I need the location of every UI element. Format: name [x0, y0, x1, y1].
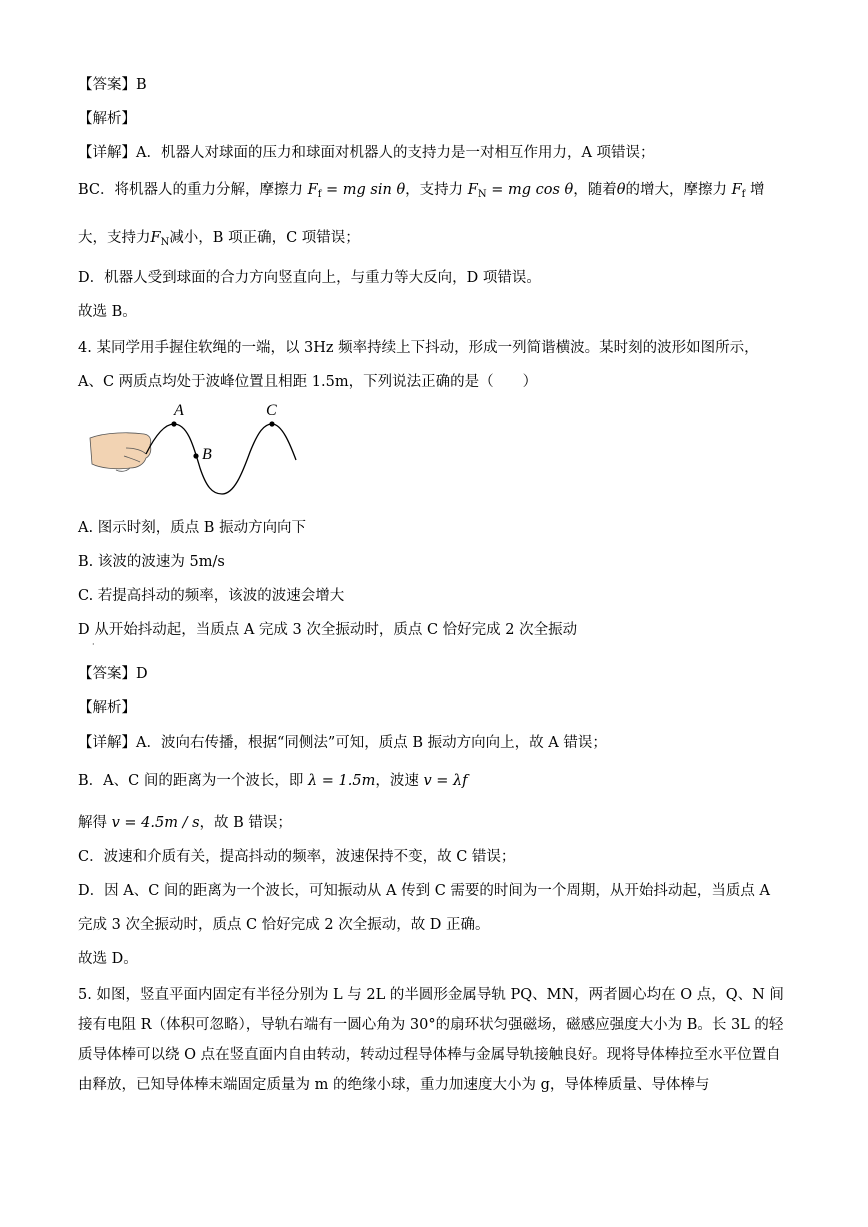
point-a-label: A — [174, 402, 184, 419]
q4-detail-b-mid: ，波速 — [375, 773, 419, 789]
q5-stem: 5. 如图，竖直平面内固定有半径分别为 L 与 2L 的半圆形金属导轨 PQ、MN，两者圆心均在 O 点，Q、N 间接有电阻 R（体积可忽略），导轨右端有一圆心角为 30°的扇环状匀强磁场，磁感应强度大小为 B。长 3L 的轻质导体棒可以绕 O 点在竖直面内自由转动，转动过程导体棒与金属导轨接触良好。现将导体棒拉至水平位置自由释放，已知导体棒末端固定质量为 m 的绝缘小球，重力加速度大小为 g，导体棒质量、导体棒与 — [78, 987, 784, 1093]
q3-choose: 故选 B。 — [78, 304, 137, 320]
q4-answer: 【答案】D — [78, 666, 148, 682]
q3-analysis-heading: 【解析】 — [78, 111, 136, 127]
q3-detail-bc-line2 — [78, 228, 794, 253]
point-a-dot — [171, 421, 176, 426]
q4-detail-b — [78, 771, 794, 791]
q3-detail-bc-line1 — [78, 180, 794, 205]
q4-detail-a: 【详解】A．波向右传播，根据“同侧法”可知，质点 B 振动方向向上，故 A 错误； — [78, 735, 607, 751]
q3-bc-mid: ，支持力 — [405, 182, 464, 198]
q4-stem-line1: 4. 某同学用手握住软绳的一端，以 3Hz 频率持续上下抖动，形成一列简谐横波。某时刻的波形如图所示， — [78, 340, 759, 356]
point-b-label: B — [202, 446, 212, 463]
q4-stem-line2: A、C 两质点均处于波峰位置且相距 1.5m，下列说法正确的是（ ） — [78, 374, 538, 390]
wave-figure — [86, 398, 306, 502]
wave-curve — [146, 424, 296, 494]
q4-detail-b-prefix: B．A、C 间的距离为一个波长，即 — [78, 773, 304, 789]
q3-answer: 【答案】B — [78, 77, 147, 93]
option-d-dot: · — [92, 640, 95, 649]
q4-choose: 故选 D。 — [78, 951, 138, 967]
friction-symbol-2: $F_f$ — [731, 182, 746, 200]
wave-speed-formula: v = λf — [423, 773, 468, 789]
q3-bc-increase: 增 — [749, 182, 765, 198]
q4-detail-b2 — [78, 813, 794, 833]
friction-symbol: $F_f$ — [307, 182, 322, 200]
normal-force-symbol: $F_N$ — [467, 182, 487, 200]
q3-bc-prefix: BC．将机器人的重力分解，摩擦力 — [78, 182, 304, 198]
q3-detail-a: 【详解】A．机器人对球面的压力和球面对机器人的支持力是一对相互作用力，A 项错误； — [78, 145, 655, 161]
q4-option-d: D 从开始抖动起，当质点 A 完成 3 次全振动时，质点 C 恰好完成 2 次全振动 — [78, 622, 578, 638]
normal-force-equation: = mg cos θ — [491, 182, 574, 198]
q4-option-c: C. 若提高抖动的频率，该波的波速会增大 — [78, 588, 345, 604]
q4-analysis-heading: 【解析】 — [78, 700, 136, 716]
normal-force-symbol-2: $F_N$ — [150, 230, 170, 248]
wave-diagram — [86, 398, 306, 502]
q3-bc-line2-start: 大，支持力 — [78, 230, 151, 246]
q4-option-a: A. 图示时刻，质点 B 振动方向向下 — [78, 520, 307, 536]
wavelength-equation: λ = 1.5m — [307, 773, 376, 789]
friction-equation: = mg sin θ — [326, 182, 406, 198]
point-c-dot — [269, 421, 274, 426]
q3-bc-line2-end: 减小，B 项正确，C 项错误； — [169, 230, 360, 246]
q4-detail-c: C．波速和介质有关，提高抖动的频率，波速保持不变，故 C 错误； — [78, 849, 516, 865]
q3-bc-mid2: ，随着 — [573, 182, 617, 198]
q4-detail-d-line1: D．因 A、C 间的距离为一个波长，可知振动从 A 传到 C 需要的时间为一个周期，从开始抖动起，当质点 A — [78, 883, 770, 899]
q4-option-b: B. 该波的波速为 5m/s — [78, 554, 225, 570]
q4-detail-d-line2: 完成 3 次全振动时，质点 C 恰好完成 2 次全振动，故 D 正确。 — [78, 917, 490, 933]
q4-detail-b2-prefix: 解得 — [78, 815, 107, 831]
q4-detail-b2-tail: ，故 B 错误； — [199, 815, 292, 831]
wave-speed-result: v = 4.5m / s — [111, 815, 200, 831]
q3-detail-d: D．机器人受到球面的合力方向竖直向上，与重力等大反向，D 项错误。 — [78, 270, 541, 286]
q3-bc-tail: 的增大，摩擦力 — [625, 182, 727, 198]
point-b-dot — [193, 453, 198, 458]
theta-symbol: θ — [616, 182, 626, 198]
hand-illustration — [90, 433, 151, 472]
point-c-label: C — [266, 402, 277, 419]
